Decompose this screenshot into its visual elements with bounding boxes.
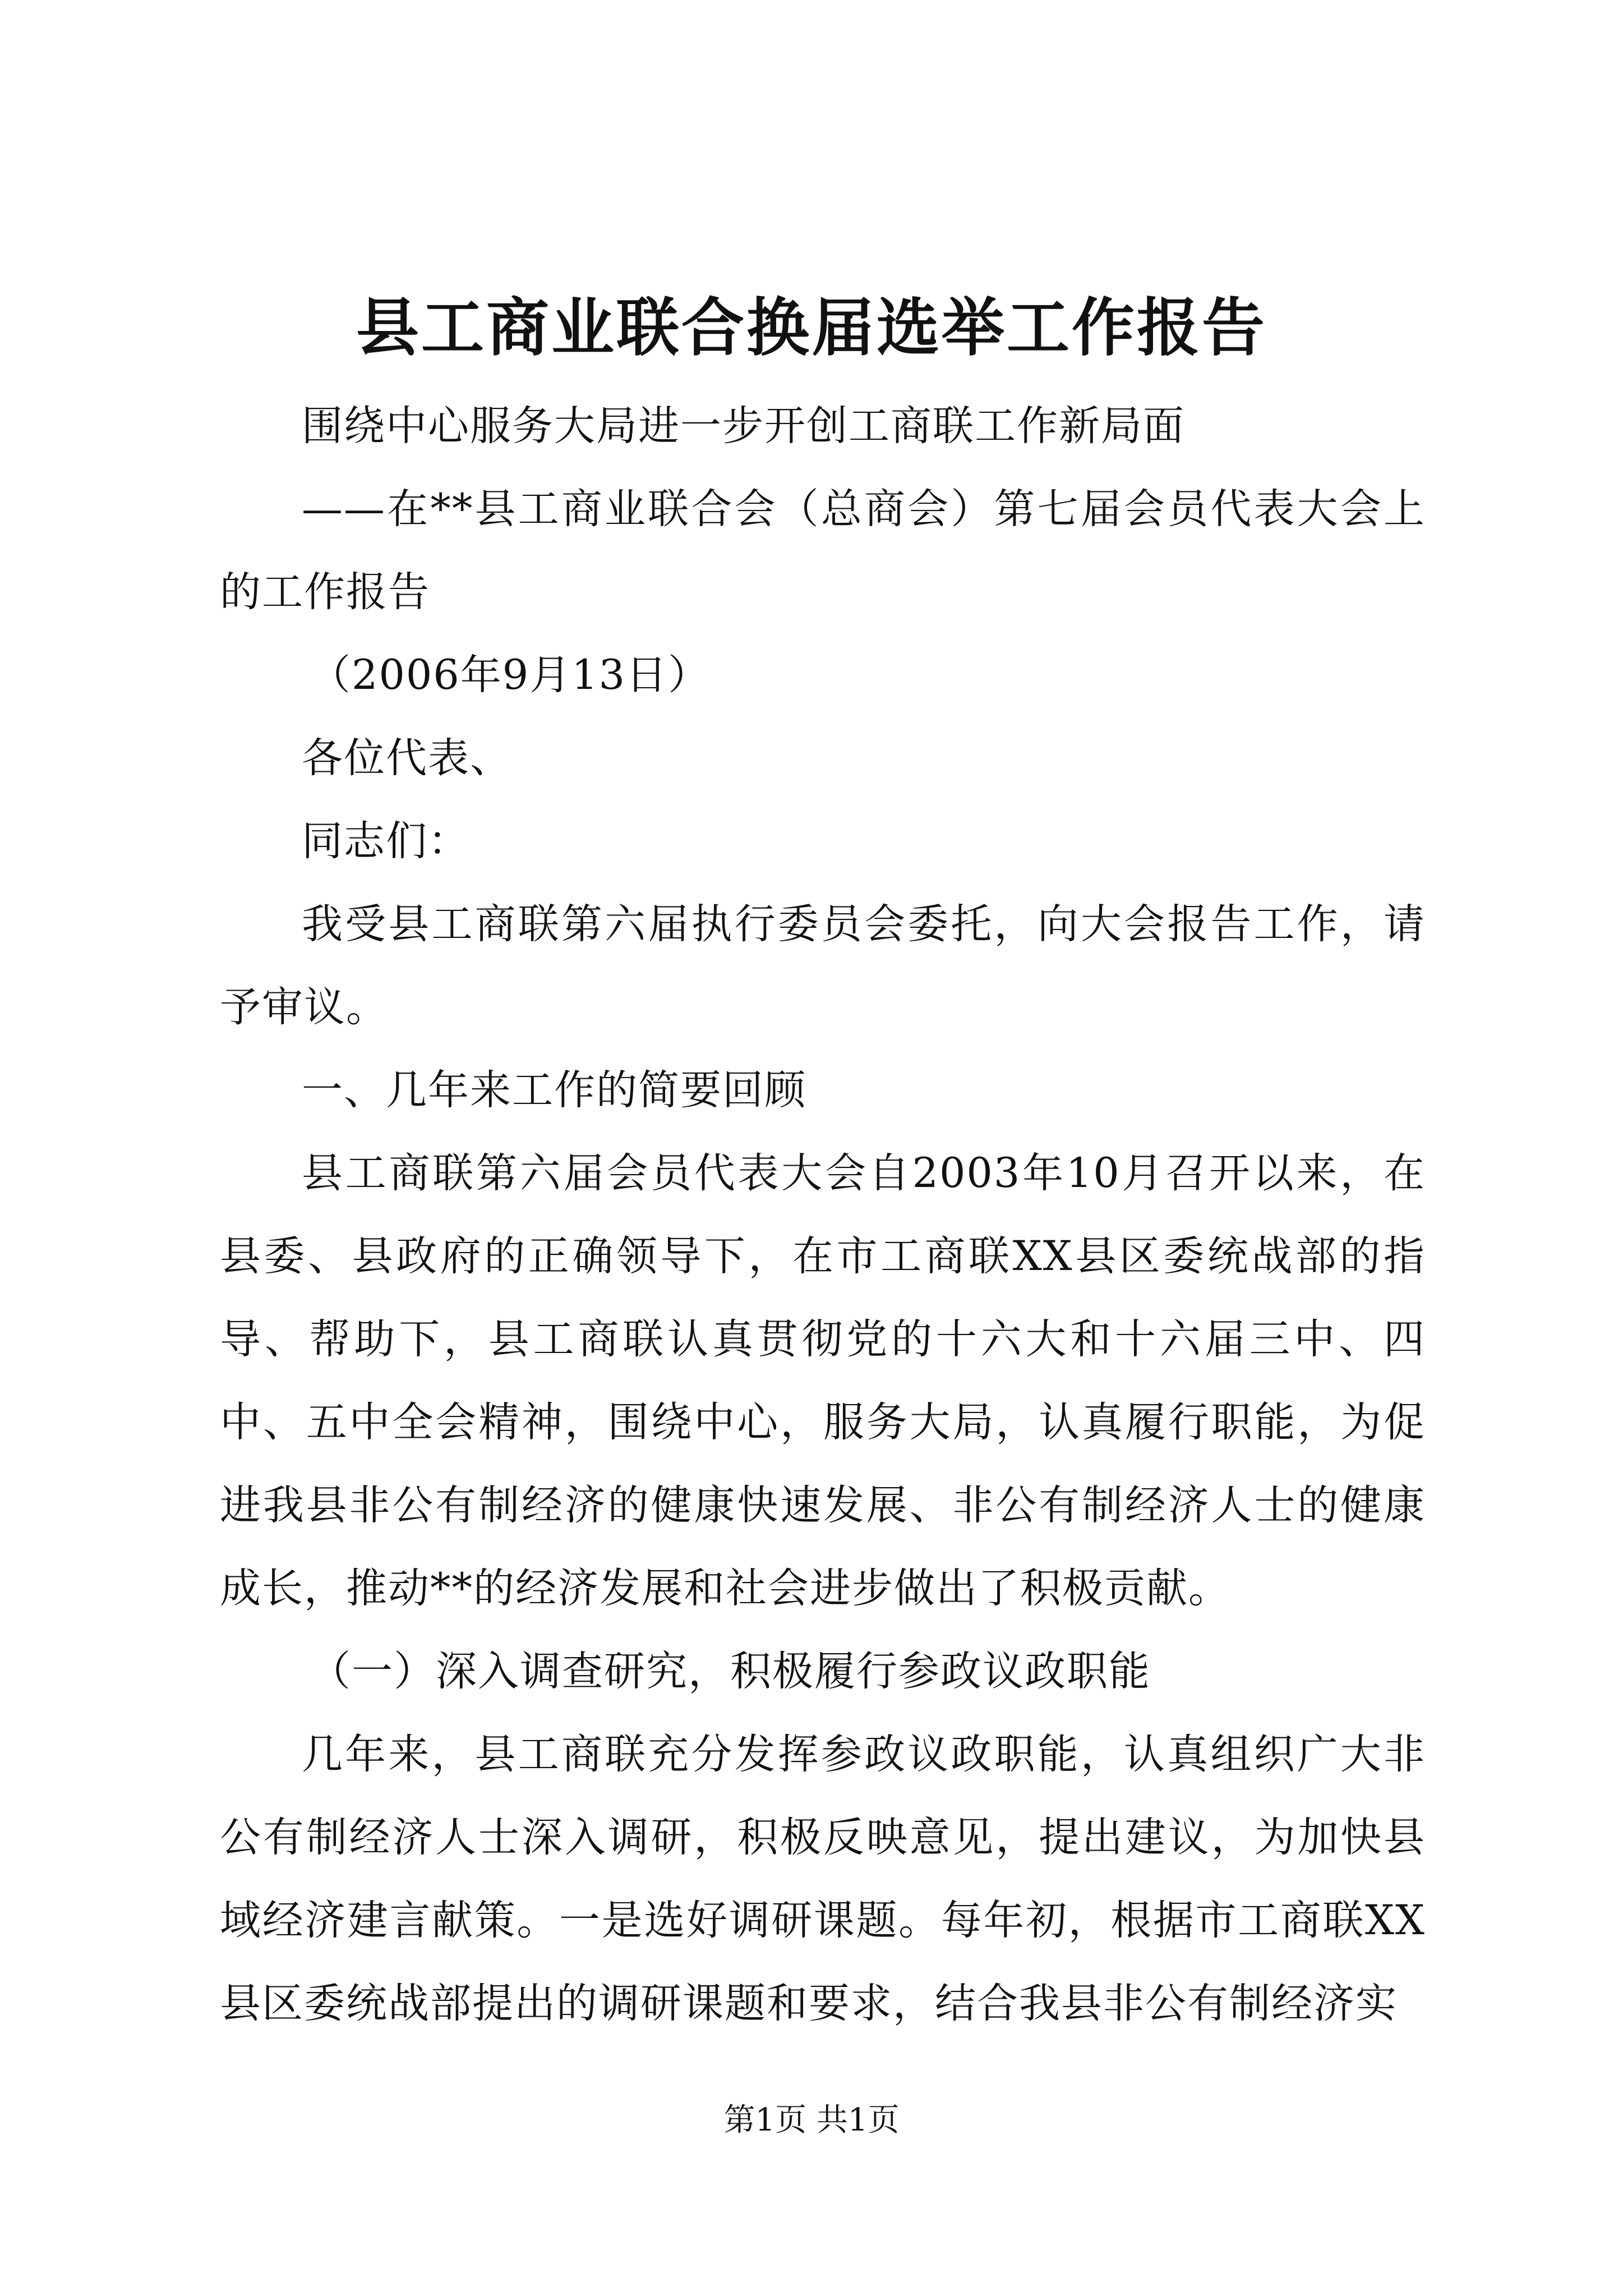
salutation-comrades: 同志们： — [302, 817, 470, 865]
paragraph: 我受县工商联第六届执行委员会委托，向大会报告工作，请予审议。 — [220, 900, 1426, 1031]
page-footer: 第1页 共1页 — [723, 2102, 900, 2138]
document-title: 县工商业联合换届选举工作报告 — [356, 291, 1267, 365]
paragraph: 几年来，县工商联充分发挥参政议政职能，认真组织广大非公有制经济人士深入调研，积极反映意见，提出建议，为加快县域经济建言献策。一是选好调研课题。每年初，根据市工商联XX县区委统战部提出的调研课题和要求，结合我县非公有制经济实 — [220, 1731, 1426, 2027]
paragraph: 县工商联第六届会员代表大会自2003年10月召开以来，在县委、县政府的正确领导下，在市工商联XX县区委统战部的指导、帮助下，县工商联认真贯彻党的十六大和十六届三中、四中、五中全会精神，围绕中心，服务大局，认真履行职能，为促进我县非公有制经济的健康快速发展、非公有制经济人士的健康成长，推动**的经济发展和社会进步做出了积极贡献。 — [220, 1149, 1426, 1612]
report-occasion: ——在**县工商业联合会（总商会）第七届会员代表大会上的工作报告 — [220, 485, 1426, 616]
subsection-heading: （一）深入调查研究，积极履行参政议政职能 — [310, 1648, 1151, 1695]
section-heading: 一、几年来工作的简要回顾 — [302, 1066, 806, 1114]
subtitle: 围绕中心服务大局进一步开创工商联工作新局面 — [302, 402, 1185, 450]
salutation-delegates: 各位代表、 — [302, 734, 512, 782]
report-date: （2006年9月13日） — [310, 651, 711, 699]
document-body — [220, 385, 1426, 2045]
